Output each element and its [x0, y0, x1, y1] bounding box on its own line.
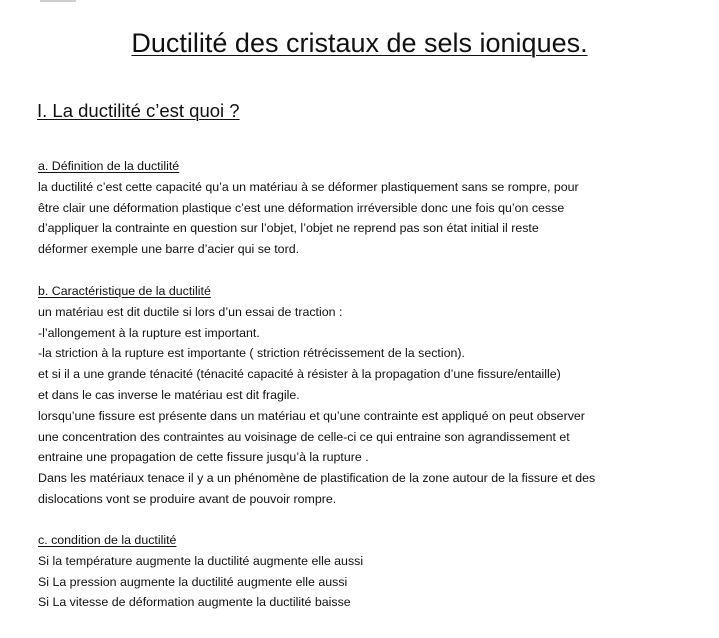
subsection-b-heading: b. Caractéristique de la ductilité: [38, 284, 211, 298]
paragraph-line: être clair une déformation plastique c’est une déformation irréversible donc une fois qu’on cesse: [38, 200, 565, 215]
paragraph-line: déformer exemple une barre d’acier qui se tord.: [38, 242, 300, 257]
paragraph-line: la ductilité c’est cette capacité qu’a un matériau à se déformer plastiquement sans se rompre, pour: [38, 179, 579, 194]
paragraph-line: -l’allongement à la rupture est important.: [38, 325, 260, 340]
subsection-a: [38, 156, 708, 260]
paragraph-line: Si La pression augmente la ductilité augmente elle aussi: [38, 574, 348, 589]
paragraph-line: une concentration des contraintes au voisinage de celle-ci ce qui entraine son agrandissement et: [38, 429, 570, 444]
paragraph-line: dislocations vont se produire avant de pouvoir rompre.: [38, 491, 337, 506]
paragraph-line: et si il a une grande ténacité (ténacité capacité à résister à la propagation d’une fissure/entaille): [38, 367, 561, 382]
scan-artifact: [40, 0, 76, 2]
paragraph-line: et dans le cas inverse le matériau est dit fragile.: [38, 387, 300, 402]
paragraph-line: Si La vitesse de déformation augmente la ductilité baisse: [38, 595, 351, 610]
paragraph-line: Dans les matériaux tenace il y a un phénomène de plastification de la zone autour de la fissure et des: [38, 471, 596, 486]
subsection-c: [38, 530, 708, 613]
subsection-b: [38, 281, 708, 510]
paragraph-line: Si la température augmente la ductilité augmente elle aussi: [38, 553, 364, 568]
paragraph-line: d’appliquer la contrainte en question sur l’objet, l’objet ne reprend pas son état initial il reste: [38, 221, 539, 236]
paragraph-line: un matériau est dit ductile si lors d’un essai de traction :: [38, 304, 343, 319]
document-title: Ductilité des cristaux de sels ioniques.: [131, 28, 588, 58]
paragraph-line: -la striction à la rupture est importante ( striction rétrécissement de la section).: [38, 346, 465, 361]
paragraph-line: lorsqu’une fissure est présente dans un matériau et qu’une contrainte est appliqué on peut observer: [38, 408, 585, 423]
subsection-a-heading: a. Définition de la ductilité: [38, 159, 180, 173]
section-heading-1: I. La ductilité c’est quoi ?: [37, 100, 240, 121]
subsection-c-heading: c. condition de la ductilité: [38, 533, 177, 547]
paragraph-line: entraine une propagation de cette fissure jusqu’à la rupture .: [38, 450, 369, 465]
